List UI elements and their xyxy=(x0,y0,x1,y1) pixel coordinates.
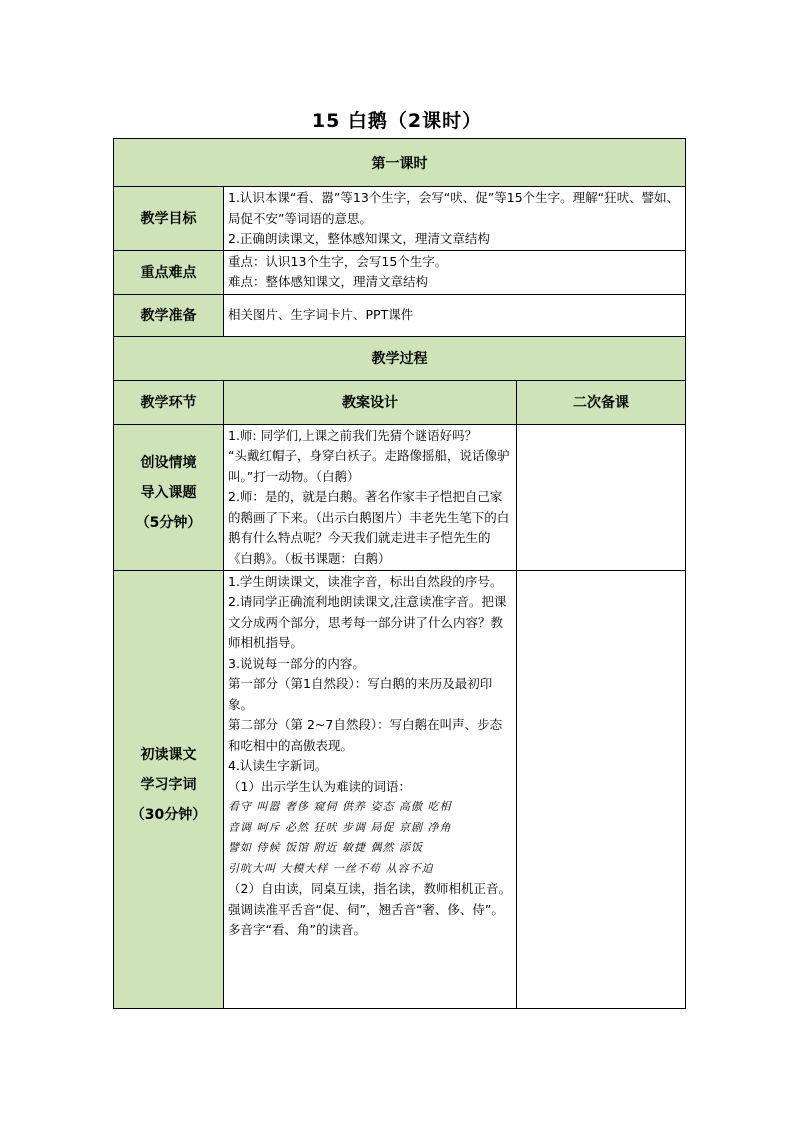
goal-content xyxy=(224,187,686,251)
vocab-row: 譬如 侍候 饭馆 附近 敏捷 偶然 添饭 xyxy=(228,841,423,854)
page-title: 15 白鹅（2课时） xyxy=(311,110,483,132)
lesson-header: 第一课时 xyxy=(114,139,686,187)
step2-line: （1）出示学生认为难读的词语： xyxy=(228,778,411,794)
step1-design xyxy=(224,424,517,570)
goal-line: 1.认识本课“看、嚣”等13个生字，会写“吠、促”等15个生字。理解“狂吠、譬如、局促不安”等词语的意思。 xyxy=(228,190,680,226)
prep-line: 相关图片、生字词卡片、PPT课件 xyxy=(228,307,414,323)
step2-line: 第二部分（第 2~7自然段）：写白鹅在叫声、步态和吃相中的高傲表现。 xyxy=(228,717,503,753)
step1-line: 2.师：是的，就是白鹅。著名作家丰子恺把自己家的鹅画了下来。（出示白鹅图片）丰老先生笔下的白鹅有什么特点呢？今天我们就走进丰子恺先生的《白鹅》。（板书课题：白鹅） xyxy=(228,489,510,566)
step1-label-line: （5分钟） xyxy=(135,515,202,531)
key-line: 难点：整体感知课文，理清文章结构 xyxy=(228,274,429,289)
process-header: 教学过程 xyxy=(114,336,686,380)
step2-line: 4.认读生字新词。 xyxy=(228,758,328,773)
key-line: 重点：认识13个生字，会写15个生字。 xyxy=(228,253,448,269)
column-header-revision: 二次备课 xyxy=(517,380,686,424)
goal-line: 2.正确朗读课文，整体感知课文，理清文章结构 xyxy=(228,231,490,246)
step1-label-line: 导入课题 xyxy=(140,485,197,501)
step2-label xyxy=(114,570,224,1008)
key-label: 重点难点 xyxy=(114,250,224,294)
vocab-row: 看守 叫嚣 奢侈 窥伺 供养 姿态 高傲 吃相 xyxy=(228,800,452,813)
step1-revision xyxy=(517,424,686,570)
step2-revision xyxy=(517,570,686,1008)
key-content xyxy=(224,250,686,294)
step1-line: 1.师: 同学们,上课之前我们先猜个谜语好吗？ xyxy=(228,427,478,443)
lesson-plan-table xyxy=(113,138,686,1009)
step2-line: （2）自由读，同桌互读，指名读，教师相机正音。 xyxy=(228,881,511,896)
step1-label xyxy=(114,424,224,570)
column-header-step: 教学环节 xyxy=(114,380,224,424)
step1-line: “头戴红帽子，身穿白袄子。走路像摇船，说话像驴叫。”打一动物。（白鹅） xyxy=(228,448,510,484)
prep-label: 教学准备 xyxy=(114,294,224,336)
vocab-row: 引吭大叫 大模大样 一丝不苟 从容不迫 xyxy=(228,861,434,875)
step2-line: 3.说说每一部分的内容。 xyxy=(228,655,365,671)
step2-line: 多音字“看、角”的读音。 xyxy=(228,922,366,937)
step2-label-line: 学习字词 xyxy=(140,777,197,793)
step2-line: 2.请同学正确流利地朗读课文,注意读准字音。把课文分成两个部分，思考每一部分讲了什么内容？教师相机指导。 xyxy=(228,594,507,650)
prep-content xyxy=(224,294,686,336)
step2-label-line: 初读课文 xyxy=(140,747,197,763)
step2-design xyxy=(224,570,517,1008)
step2-line: 1.学生朗读课文，读准字音，标出自然段的序号。 xyxy=(228,573,503,589)
column-header-design: 教案设计 xyxy=(224,380,517,424)
step2-label-line: （30分钟） xyxy=(130,807,207,823)
goal-label: 教学目标 xyxy=(114,187,224,251)
step2-line: 第一部分（第1自然段）：写白鹅的来历及最初印象。 xyxy=(228,676,493,712)
vocab-row: 音调 呵斥 必然 狂吠 步调 局促 京剧 净角 xyxy=(228,820,452,834)
step2-line: 强调读准平舌音“促、伺”，翘舌音“奢、侈、侍”。 xyxy=(228,901,504,917)
step1-label-line: 创设情境 xyxy=(140,455,197,471)
